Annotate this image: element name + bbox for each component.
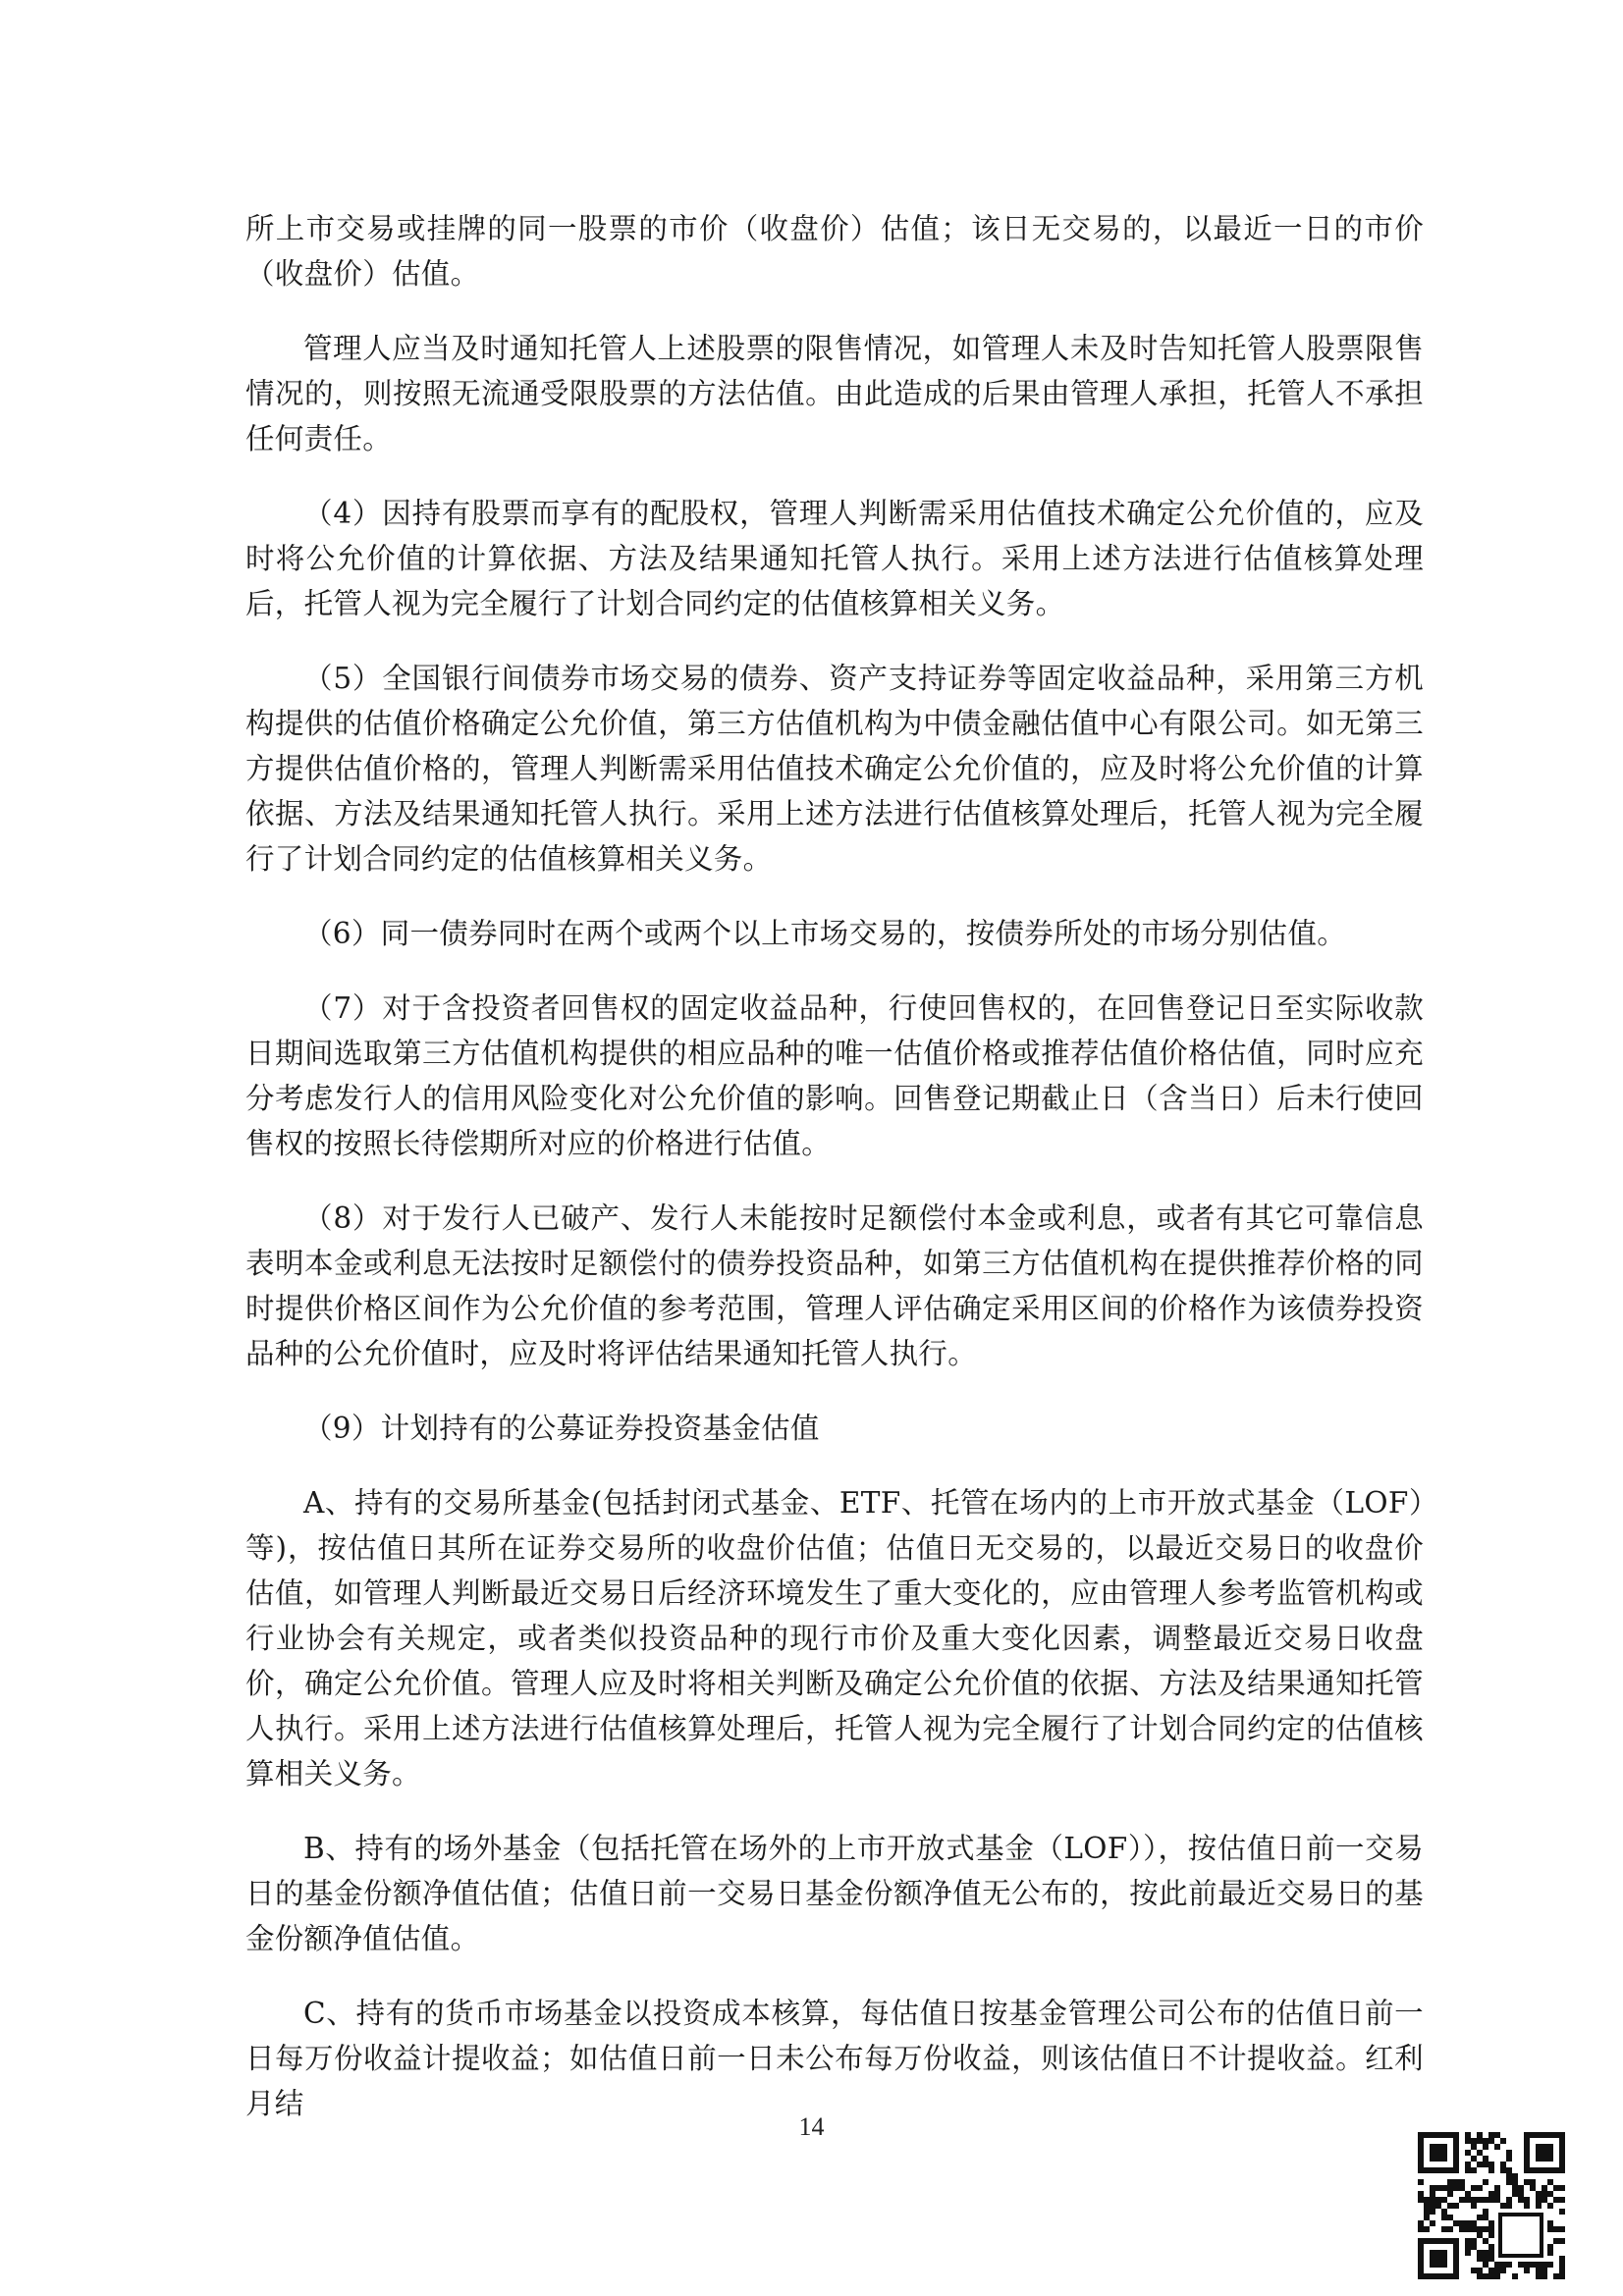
paragraph-2: 管理人应当及时通知托管人上述股票的限售情况，如管理人未及时告知托管人股票限售情况的，则按照无流通受限股票的方法估值。由此造成的后果由管理人承担，托管人不承担任何责任。 (245, 332, 1424, 455)
paragraph-8: （9）计划持有的公募证券投资基金估值 (303, 1412, 820, 1445)
paragraph-3: （4）因持有股票而享有的配股权，管理人判断需采用估值技术确定公允价值的，应及时将公允价值的计算依据、方法及结果通知托管人执行。采用上述方法进行估值核算处理后，托管人视为完全履行了计划合同约定的估值核算相关义务。 (245, 497, 1424, 620)
paragraph-9: A、持有的交易所基金(包括封闭式基金、ETF、托管在场内的上市开放式基金（LOF）等)，按估值日其所在证券交易所的收盘价估值；估值日无交易的，以最近交易日的收盘价估值，如管理人判断最近交易日后经济环境发生了重大变化的，应由管理人参考监管机构或行业协会有关规定，或者类似投资品种的现行市价及重大变化因素，调整最近交易日收盘价，确定公允价值。管理人应及时将相关判断及确定公允价值的依据、方法及结果通知托管人执行。采用上述方法进行估值核算处理后，托管人视为完全履行了计划合同约定的估值核算相关义务。 (245, 1486, 1424, 1790)
paragraph-1: 所上市交易或挂牌的同一股票的市价（收盘价）估值；该日无交易的，以最近一日的市价（收盘价）估值。 (245, 212, 1424, 291)
qr-code-icon (1418, 2132, 1565, 2279)
paragraph-6: （7）对于含投资者回售权的固定收益品种，行使回售权的，在回售登记日至实际收款日期间选取第三方估值机构提供的相应品种的唯一估值价格或推荐估值价格估值，同时应充分考虑发行人的信用风险变化对公允价值的影响。回售登记期截止日（含当日）后未行使回售权的按照长待偿期所对应的价格进行估值。 (245, 991, 1424, 1160)
document-body (245, 206, 1424, 2156)
paragraph-7: （8）对于发行人已破产、发行人未能按时足额偿付本金或利息，或者有其它可靠信息表明本金或利息无法按时足额偿付的债券投资品种，如第三方估值机构在提供推荐价格的同时提供价格区间作为公允价值的参考范围，管理人评估确定采用区间的价格作为该债券投资品种的公允价值时，应及时将评估结果通知托管人执行。 (245, 1201, 1424, 1370)
paragraph-11: C、持有的货币市场基金以投资成本核算，每估值日按基金管理公司公布的估值日前一日每万份收益计提收益；如估值日前一日未公布每万份收益，则该估值日不计提收益。红利月结 (245, 1997, 1424, 2120)
paragraph-4: （5）全国银行间债券市场交易的债券、资产支持证券等固定收益品种，采用第三方机构提供的估值价格确定公允价值，第三方估值机构为中债金融估值中心有限公司。如无第三方提供估值价格的，管理人判断需采用估值技术确定公允价值的，应及时将公允价值的计算依据、方法及结果通知托管人执行。采用上述方法进行估值核算处理后，托管人视为完全履行了计划合同约定的估值核算相关义务。 (245, 662, 1424, 876)
paragraph-10: B、持有的场外基金（包括托管在场外的上市开放式基金（LOF）），按估值日前一交易日的基金份额净值估值；估值日前一交易日基金份额净值无公布的，按此前最近交易日的基金份额净值估值。 (245, 1832, 1424, 1955)
paragraph-5: （6）同一债券同时在两个或两个以上市场交易的，按债券所处的市场分别估值。 (303, 917, 1347, 950)
page-number: 14 (798, 2112, 825, 2141)
